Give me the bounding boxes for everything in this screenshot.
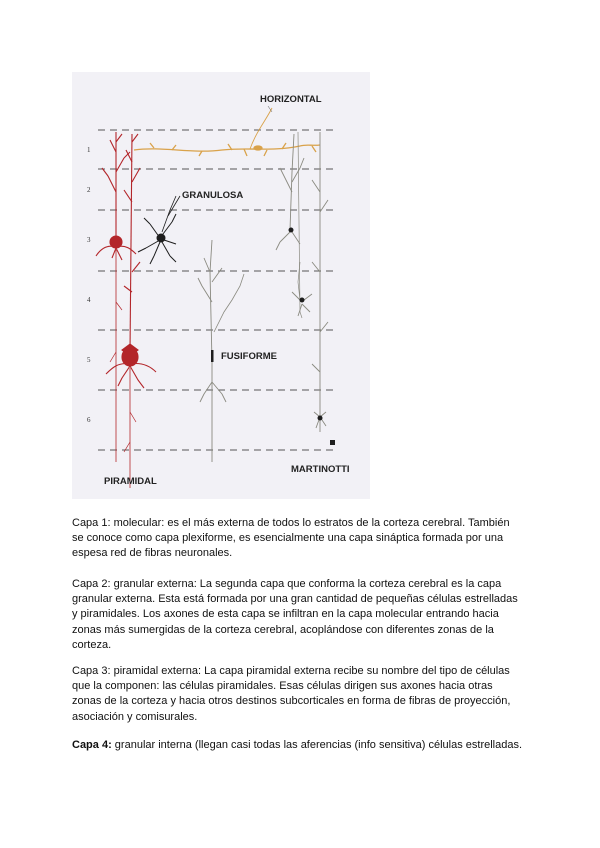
paragraph-2-line-5: corteza. [72,638,112,651]
paragraph-2-line-1: Capa 2: granular externa: La segunda capa que conforma la corteza cerebral es la capa [72,578,502,590]
paragraph-capa-3 [72,664,532,725]
label-piramidal: PIRAMIDAL [104,476,157,487]
paragraph-1-line-3: espesa red de fibras neuronales. [72,547,233,560]
paragraph-2-line-3: y piramidales. Los axones de esta capa se infiltran en la capa molecular entrando hacia [72,608,499,621]
cortex-layers-diagram [72,72,370,499]
paragraph-3-line-1: Capa 3: piramidal externa: La capa piramidal externa recibe su nombre del tipo de células [72,665,510,677]
pyramidal-neurons [96,132,156,488]
paragraph-capa-4 [72,738,532,753]
layer-number-1: 1 [87,146,91,154]
label-fusiforme: FUSIFORME [221,351,277,362]
layer-number-5: 5 [87,356,91,364]
layer-number-4: 4 [87,296,91,304]
paragraph-3-line-4: asociación y comisurales. [72,710,198,723]
layer-number-2: 2 [87,186,91,194]
horizontal-neuron [134,108,320,156]
paragraph-capa-1 [72,516,532,562]
martinotti-somata [289,228,336,446]
granular-neuron [138,196,180,264]
paragraph-capa-2 [72,577,532,653]
paragraph-1-line-1: Capa 1: molecular: es el más externa de todos lo estratos de la corteza cerebral. También [72,517,510,529]
paragraph-2-line-2: granular externa. Esta está formada por una gran cantidad de pequeñas células estrelladas [72,593,518,606]
martinotti-neurons [276,132,328,432]
paragraph-4-line-1: granular interna (llegan casi todas las aferencias (info sensitiva) células estrelladas. [111,739,523,751]
cortex-layers-figure [72,72,370,499]
label-horizontal: HORIZONTAL [260,94,322,105]
label-granulosa: GRANULOSA [182,190,244,201]
paragraph-2-line-4: zonas más sumergidas de la corteza cerebral, acoplándose con diferentes zonas de la [72,623,494,636]
paragraph-3-line-3: zonas de la corteza y hacia otros destinos subcorticales en forma de fibras de proyección, [72,695,511,708]
layer-number-6: 6 [87,416,91,424]
paragraph-4-title: Capa 4: [72,739,112,751]
paragraph-1-line-2: se conoce como capa plexiforme, es esencialmente una capa sináptica formada por una [72,532,504,545]
layer-number-3: 3 [87,236,91,244]
paragraph-3-line-2: que la componen: las células piramidales. Esas células dirigen sus axones hacia otras [72,680,493,693]
label-martinotti: MARTINOTTI [291,464,350,475]
